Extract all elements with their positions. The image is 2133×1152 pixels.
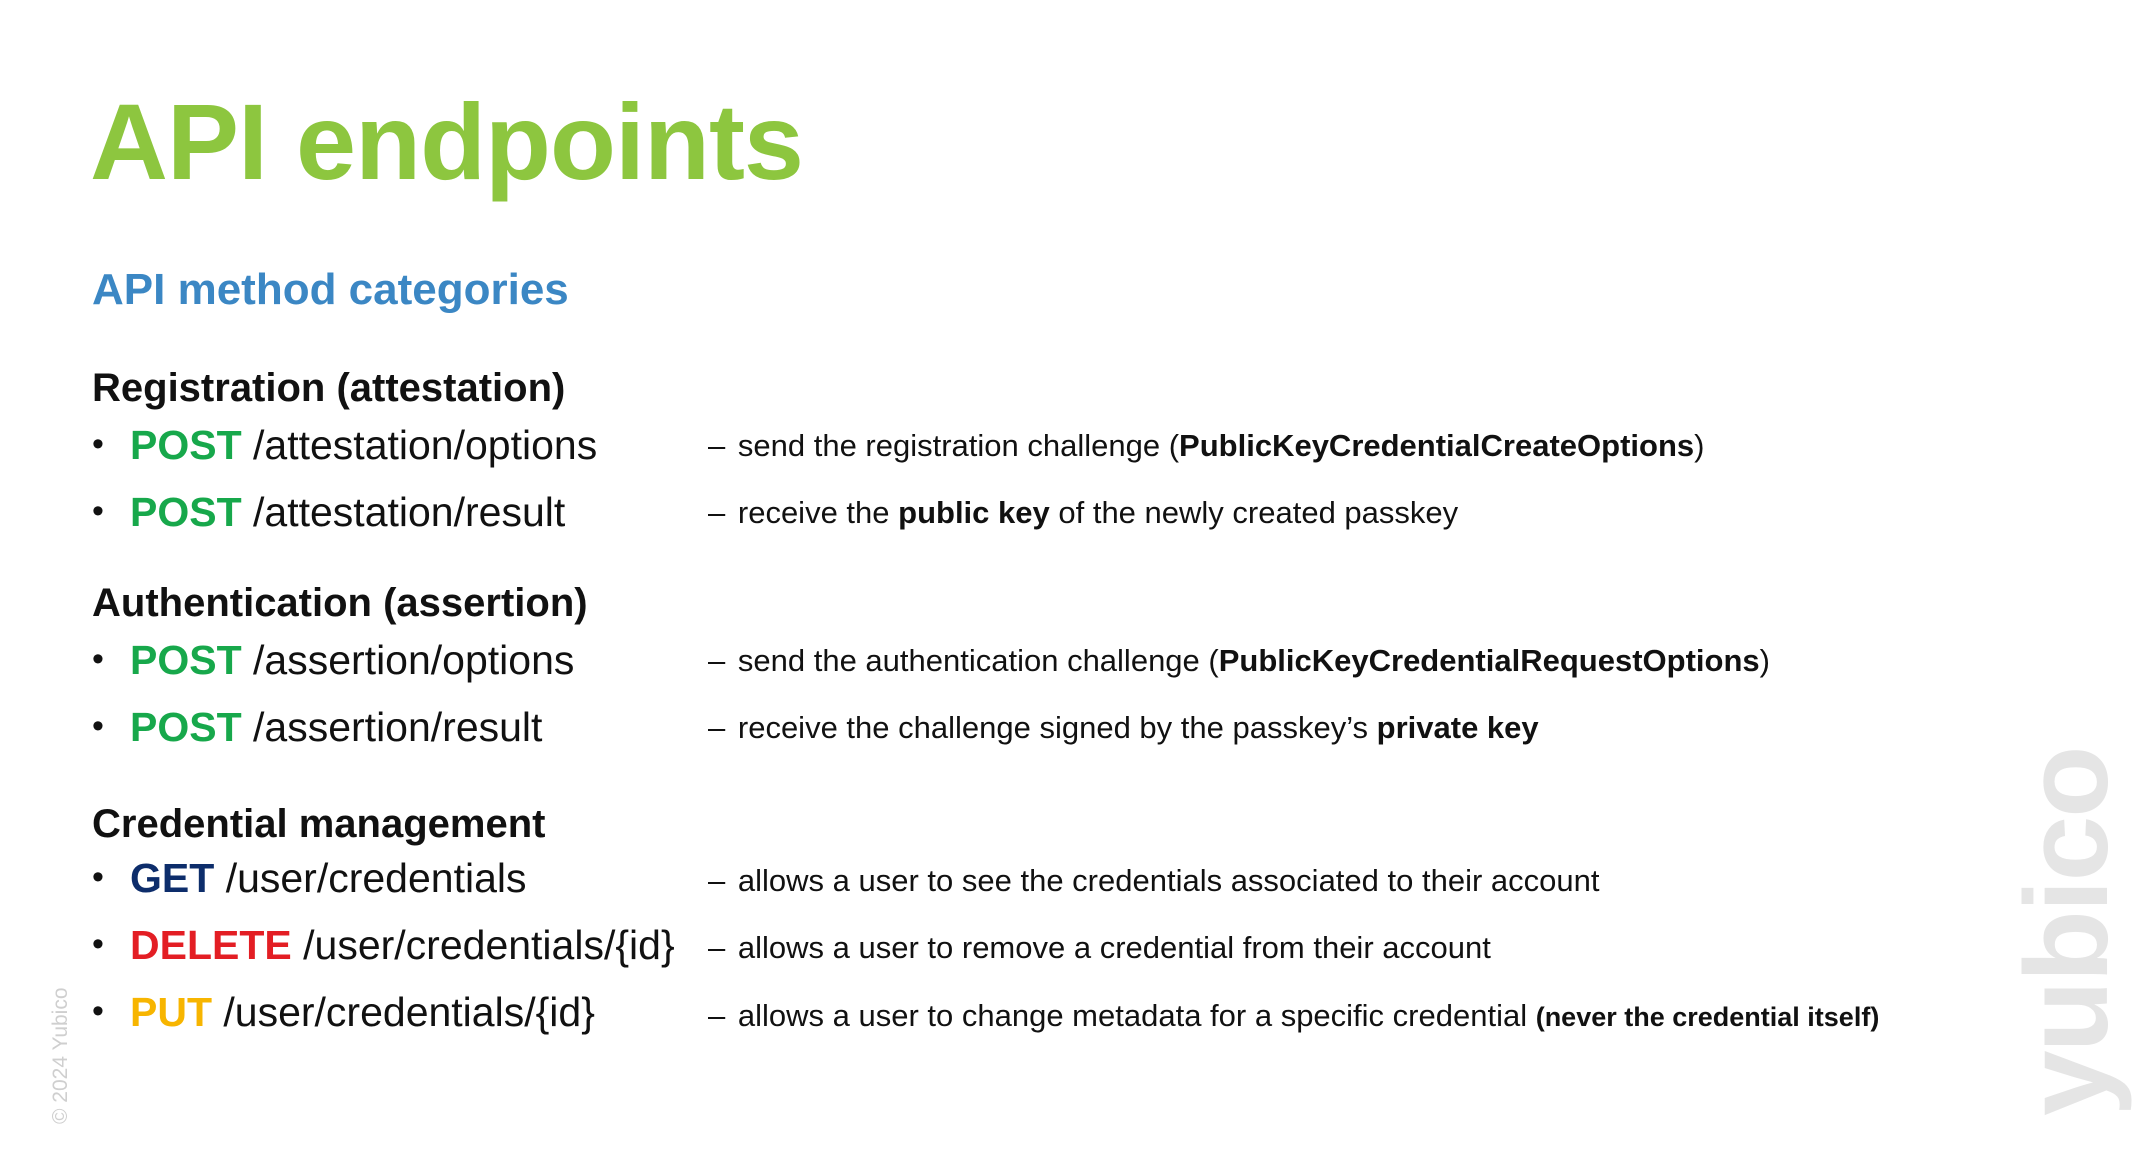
description-text: send the registration challenge ( [737,428,1180,463]
description-bold: PublicKeyCredentialRequestOptions [1218,643,1760,678]
description-bold: PublicKeyCredentialCreateOptions [1179,428,1695,463]
dash: – [708,930,726,965]
endpoint-path: /attestation/options [241,422,598,468]
dash: – [708,495,726,530]
method-label: PUT [130,989,212,1035]
endpoint-post-assertion-result [92,704,543,750]
method-label: POST [130,637,242,683]
method-label: GET [130,855,215,901]
endpoint-delete-user-credential [92,922,675,968]
dash: – [708,710,726,745]
dash: – [708,998,726,1033]
description-bold: public key [898,495,1050,530]
endpoint-post-assertion-options [92,637,575,683]
bullet: • [92,858,104,896]
bullet: • [92,425,104,463]
description-bold: private key [1376,710,1539,745]
method-label: POST [130,704,242,750]
endpoint-description [708,645,1770,676]
description-text: send the authentication challenge ( [737,643,1219,678]
endpoint-post-attestation-options [92,422,598,468]
endpoint-description [708,932,1491,963]
bullet: • [92,640,104,678]
endpoint-description [708,712,1539,743]
method-label: POST [130,422,242,468]
description-text: allows a user to remove a credential from their account [737,930,1491,965]
endpoint-path: /user/credentials [214,855,527,901]
endpoint-post-attestation-result [92,489,566,535]
endpoint-path: /user/credentials/{id} [212,989,595,1035]
yubico-logo-watermark: yubico [2001,747,2133,1116]
description-text: allows a user to see the credentials associated to their account [737,863,1600,898]
description-text: receive the [737,495,899,530]
endpoint-path: /assertion/options [241,637,575,683]
section-heading-authentication: Authentication (assertion) [92,581,588,625]
description-text: allows a user to change metadata for a specific credential [737,998,1536,1033]
endpoint-get-user-credentials [92,855,527,901]
method-label: DELETE [130,922,292,968]
endpoint-description [708,1000,1879,1031]
endpoint-path: /attestation/result [241,489,566,535]
dash: – [708,863,726,898]
endpoint-path: /user/credentials/{id} [291,922,675,968]
endpoint-path: /assertion/result [241,704,543,750]
bullet: • [92,992,104,1030]
method-label: POST [130,489,242,535]
description-text: ) [1694,428,1705,463]
copyright-notice: © 2024 Yubico [49,987,72,1124]
endpoint-description [708,497,1458,528]
section-heading-credential-management: Credential management [92,802,546,846]
endpoint-description [708,430,1704,461]
description-text: of the newly created passkey [1049,495,1459,530]
bullet: • [92,925,104,963]
dash: – [708,643,726,678]
description-text: ) [1759,643,1770,678]
bullet: • [92,492,104,530]
description-text: receive the challenge signed by the passkey’s [737,710,1377,745]
endpoint-description [708,865,1599,896]
dash: – [708,428,726,463]
slide-subtitle: API method categories [92,265,569,314]
bullet: • [92,707,104,745]
section-heading-registration: Registration (attestation) [92,366,566,410]
slide-title: API endpoints [90,81,803,202]
endpoint-put-user-credential [92,989,595,1035]
description-note: (never the credential itself) [1535,1002,1880,1032]
